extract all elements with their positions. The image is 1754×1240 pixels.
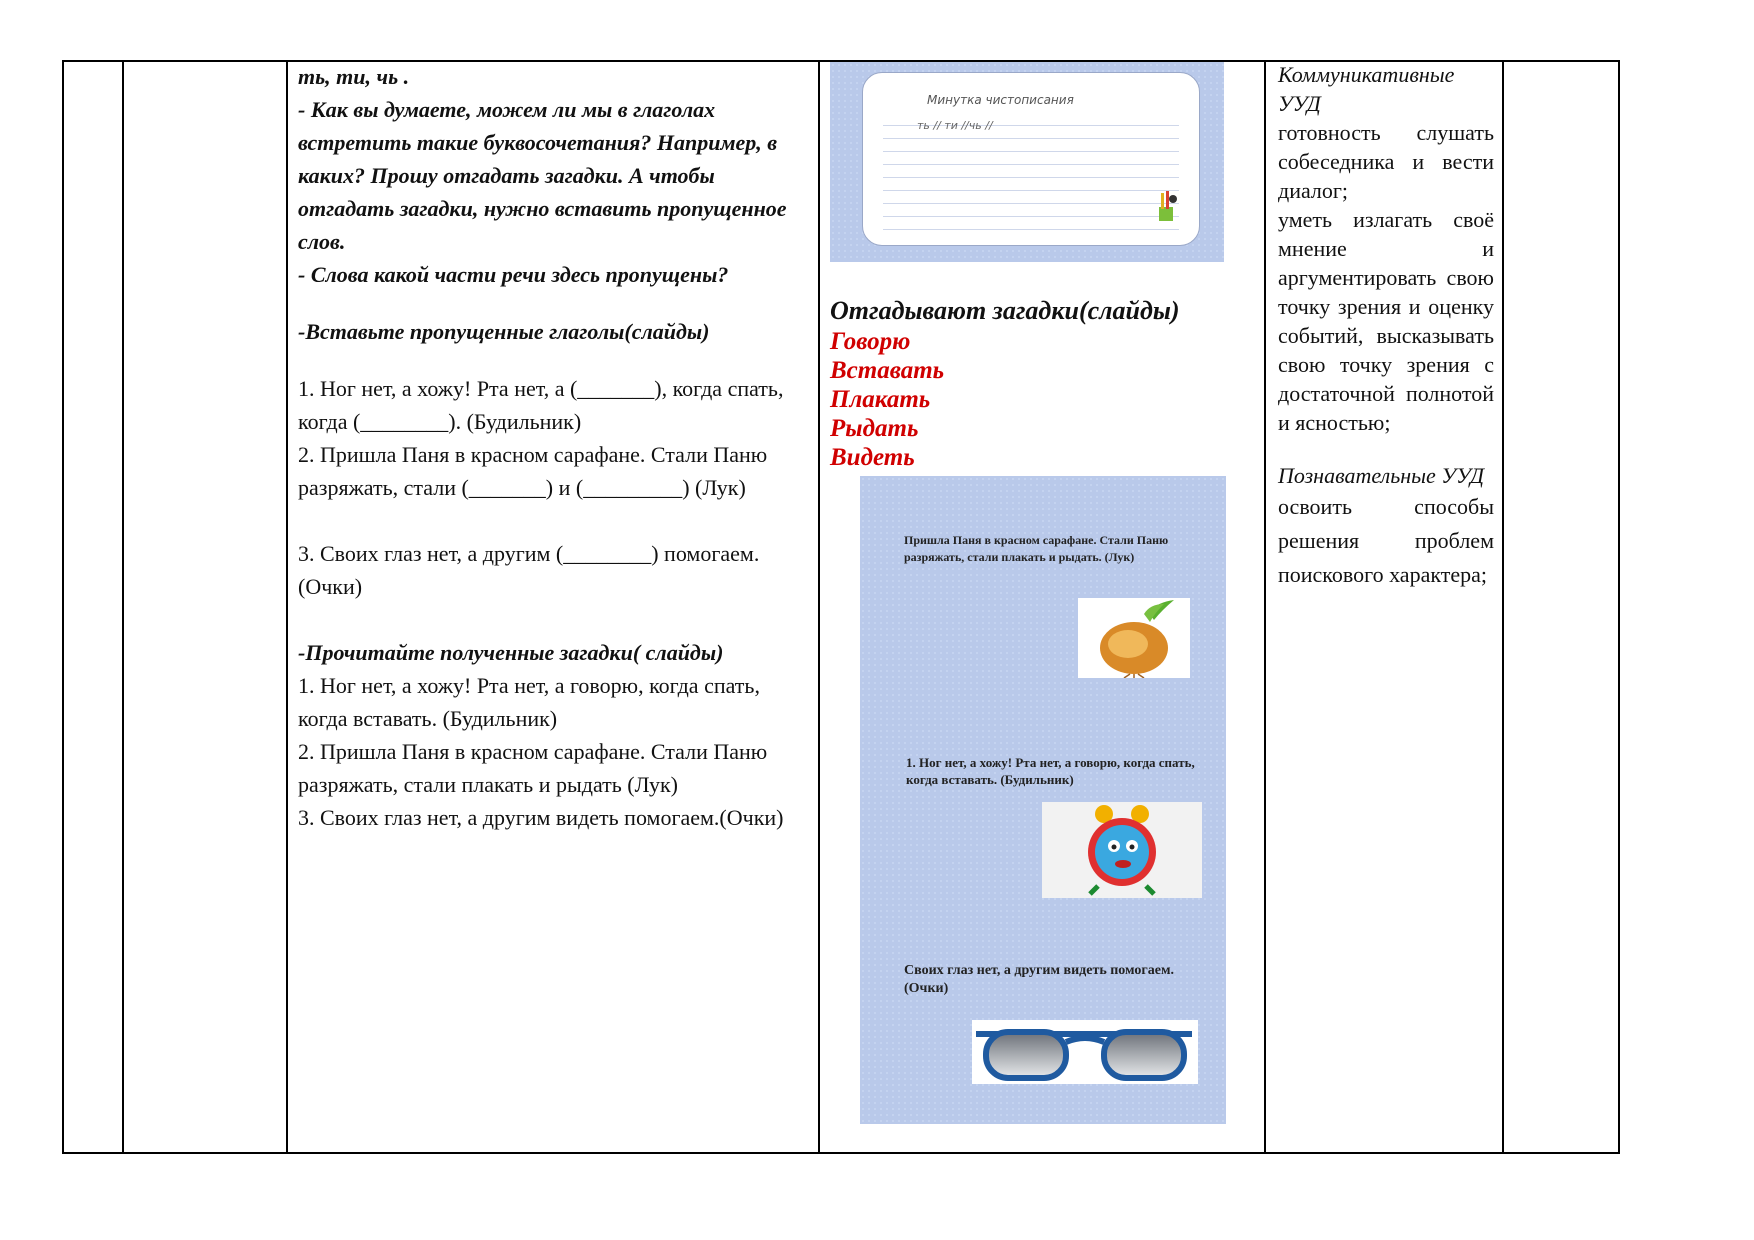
student-answers [830, 296, 1180, 472]
riddle-blank: 3. Своих глаз нет, а другим (________) помогаем.(Очки) [298, 541, 760, 599]
answer-word: Вставать [830, 357, 945, 384]
riddle-full: 3. Своих глаз нет, а другим видеть помогаем.(Очки) [298, 805, 784, 830]
slide-letters: ть // ти //чь // [917, 119, 993, 132]
riddle-glasses-text: Своих глаз нет, а другим видеть помогаем.(Очки) [904, 963, 1174, 996]
answer-word: Говорю [830, 328, 911, 355]
comm-uud-text: готовность слушать собеседника и вести диалог; [1278, 120, 1494, 203]
riddle-full: 2. Пришла Паня в красном сарафане. Стали Паню разряжать, стали плакать и рыдать (Лук) [298, 739, 768, 797]
column-divider [818, 60, 820, 1154]
teacher-activity-column [298, 60, 798, 834]
comm-uud-title: Коммуникативные УУД [1278, 62, 1455, 116]
pencil-cup-icon [1153, 189, 1179, 223]
answer-word: Плакать [830, 386, 931, 413]
intro-line: - Как вы думаете, можем ли мы в глаголах встретить такие буквосочетания? Например, в каких? Прошу отгадать загадки. А чтобы отгадать загадки, нужно вставить пропущенное слов. [298, 97, 787, 254]
alarm-clock-icon [1042, 802, 1202, 898]
riddle-blank: 1. Ног нет, а хожу! Рта нет, а (_______), когда спать, когда (________). (Будильник) [298, 376, 784, 434]
cog-uud-text: освоить способы решения проблем поискового характера; [1278, 494, 1494, 587]
riddle-clock-text: 1. Ног нет, а хожу! Рта нет, а говорю, когда спать, когда вставать. (Будильник) [906, 755, 1195, 787]
comm-uud-text: уметь излагать своё мнение и аргументировать свою точку зрения и оценку событий, высказывать свою точку зрения с достаточной полнотой и ясностью; [1278, 207, 1494, 435]
column-divider [1264, 60, 1266, 1154]
onion-icon [1078, 598, 1190, 678]
slide-sheet [862, 72, 1200, 246]
clock-image [1042, 802, 1202, 898]
column-divider [286, 60, 288, 1154]
riddle-onion-text: Пришла Паня в красном сарафане. Стали Паню разряжать, стали плакать и рыдать. (Лук) [904, 533, 1169, 564]
answers-heading: Отгадывают загадки(слайды) [830, 296, 1180, 325]
answer-word: Видеть [830, 444, 915, 471]
task-heading: -Вставьте пропущенные глаголы(слайды) [298, 319, 710, 344]
competencies-column [1278, 60, 1494, 592]
glasses-image [972, 1020, 1198, 1084]
answer-word: Рыдать [830, 415, 919, 442]
onion-image [1078, 598, 1190, 678]
intro-line: ть, ти, чь . [298, 64, 410, 89]
column-divider [1502, 60, 1504, 1154]
sunglasses-icon [972, 1020, 1198, 1084]
slide-title: Минутка чистописания [927, 93, 1074, 107]
riddles-slide [860, 476, 1226, 1124]
task-heading: -Прочитайте полученные загадки( слайды) [298, 640, 724, 665]
riddle-full: 1. Ног нет, а хожу! Рта нет, а говорю, когда спать, когда вставать. (Будильник) [298, 673, 760, 731]
penmanship-slide [830, 62, 1224, 262]
column-divider [122, 60, 124, 1154]
intro-line: - Слова какой части речи здесь пропущены? [298, 262, 729, 287]
cog-uud-title: Познавательные УУД [1278, 463, 1485, 488]
riddle-blank: 2. Пришла Паня в красном сарафане. Стали Паню разряжать, стали (_______) и (_________) (Лук) [298, 442, 768, 500]
